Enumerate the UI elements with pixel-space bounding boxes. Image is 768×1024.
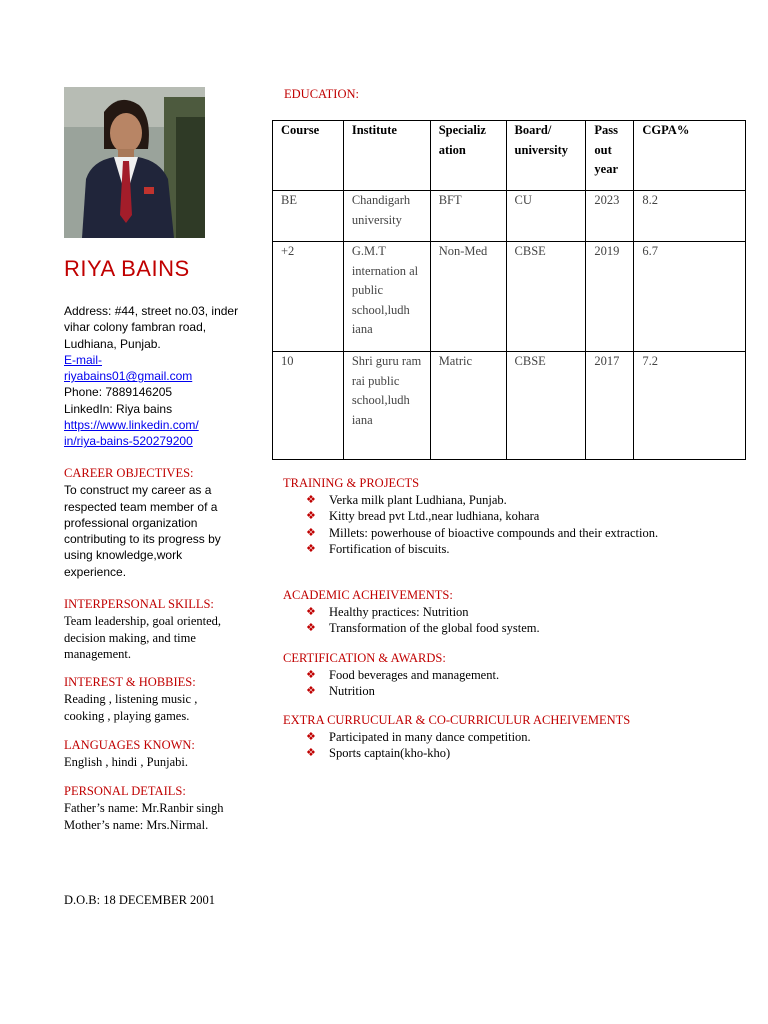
list-item: ❖ Nutrition bbox=[306, 684, 375, 699]
cell-specialization: Non-Med bbox=[430, 242, 506, 352]
education-table bbox=[272, 120, 746, 460]
diamond-bullet-icon: ❖ bbox=[306, 685, 316, 698]
career-objectives-section bbox=[64, 465, 254, 580]
diamond-bullet-icon: ❖ bbox=[306, 731, 316, 744]
cell-institute: Shri guru ram rai public school,ludh iana bbox=[343, 352, 430, 460]
header-pass-out-year: Pass out year bbox=[586, 121, 634, 191]
diamond-bullet-icon: ❖ bbox=[306, 526, 316, 539]
cell-board: CBSE bbox=[506, 352, 586, 460]
list-item: ❖ Kitty bread pvt Ltd.,near ludhiana, kohara bbox=[306, 509, 540, 524]
header-course: Course bbox=[273, 121, 344, 191]
interests-section bbox=[64, 674, 254, 724]
cell-board: CBSE bbox=[506, 242, 586, 352]
cell-year: 2023 bbox=[586, 191, 634, 242]
diamond-bullet-icon: ❖ bbox=[306, 510, 316, 523]
linkedin-link[interactable]: https://www.linkedin.com/ bbox=[64, 418, 199, 433]
cell-board: CU bbox=[506, 191, 586, 242]
list-item: ❖ Healthy practices: Nutrition bbox=[306, 605, 469, 620]
cell-specialization: Matric bbox=[430, 352, 506, 460]
list-item: ❖ Participated in many dance competition. bbox=[306, 730, 531, 745]
academic-heading: ACADEMIC ACHEIVEMENTS: bbox=[283, 588, 453, 602]
cell-cgpa: 6.7 bbox=[634, 242, 746, 352]
education-heading: EDUCATION: bbox=[284, 87, 359, 101]
list-item: ❖ Fortification of biscuits. bbox=[306, 541, 450, 556]
cell-year: 2019 bbox=[586, 242, 634, 352]
table-row bbox=[273, 352, 746, 460]
training-heading: TRAINING & PROJECTS bbox=[283, 476, 420, 490]
cell-institute: Chandigarh university bbox=[343, 191, 430, 242]
education-header-row bbox=[273, 121, 746, 191]
linkedin-link-continued[interactable]: in/riya-bains-520279200 bbox=[64, 434, 193, 449]
extra-curricular-heading: EXTRA CURRUCULAR & CO-CURRICULUR ACHEIVEMENTS bbox=[283, 713, 631, 727]
header-specialization: Specializ ation bbox=[430, 121, 506, 191]
list-item: ❖ Food beverages and management. bbox=[306, 668, 500, 683]
diamond-bullet-icon: ❖ bbox=[306, 669, 316, 682]
personal-details-heading: PERSONAL DETAILS: bbox=[64, 784, 186, 798]
linkedin-label: LinkedIn: Riya bains bbox=[64, 401, 173, 416]
cell-institute: G.M.T internation al public school,ludh iana bbox=[343, 242, 430, 352]
interests-text: Reading , listening music , cooking , playing games. bbox=[64, 692, 198, 723]
cell-cgpa: 8.2 bbox=[634, 191, 746, 242]
certification-section bbox=[283, 650, 753, 700]
candidate-name: RIYA BAINS bbox=[64, 256, 190, 281]
extra-curricular-section bbox=[283, 712, 753, 762]
training-section bbox=[283, 475, 753, 557]
cell-course: +2 bbox=[273, 242, 344, 352]
personal-details-section bbox=[64, 783, 254, 833]
contact-details bbox=[64, 303, 244, 450]
cell-specialization: BFT bbox=[430, 191, 506, 242]
languages-text: English , hindi , Punjabi. bbox=[64, 755, 188, 770]
father-name: Father’s name: Mr.Ranbir singh bbox=[64, 801, 224, 816]
list-item: ❖ Verka milk plant Ludhiana, Punjab. bbox=[306, 493, 507, 508]
interpersonal-heading: INTERPERSONAL SKILLS: bbox=[64, 597, 214, 611]
languages-heading: LANGUAGES KNOWN: bbox=[64, 738, 195, 752]
interpersonal-section bbox=[64, 596, 254, 662]
table-row bbox=[273, 191, 746, 242]
diamond-bullet-icon: ❖ bbox=[306, 494, 316, 507]
academic-section bbox=[283, 587, 753, 637]
mother-name: Mother’s name: Mrs.Nirmal. bbox=[64, 817, 209, 832]
languages-section bbox=[64, 737, 254, 771]
profile-photo bbox=[64, 87, 205, 238]
cell-course: BE bbox=[273, 191, 344, 242]
email-link[interactable]: riyabains01@gmail.com bbox=[64, 369, 193, 384]
diamond-bullet-icon: ❖ bbox=[306, 747, 316, 760]
diamond-bullet-icon: ❖ bbox=[306, 542, 316, 555]
career-objectives-heading: CAREER OBJECTIVES: bbox=[64, 466, 194, 480]
list-item: ❖ Millets: powerhouse of bioactive compounds and their extraction. bbox=[306, 525, 659, 540]
phone: Phone: 7889146205 bbox=[64, 385, 173, 400]
address: Address: #44, street no.03, inder vihar colony fambran road, Ludhiana, Punjab. bbox=[64, 304, 239, 351]
cell-course: 10 bbox=[273, 352, 344, 460]
cell-cgpa: 7.2 bbox=[634, 352, 746, 460]
email-label-link[interactable]: E-mail- bbox=[64, 352, 102, 367]
list-item: ❖ Transformation of the global food system. bbox=[306, 621, 540, 636]
certification-heading: CERTIFICATION & AWARDS: bbox=[283, 651, 446, 665]
header-cgpa: CGPA% bbox=[634, 121, 746, 191]
table-row bbox=[273, 242, 746, 352]
interests-heading: INTEREST & HOBBIES: bbox=[64, 675, 196, 689]
diamond-bullet-icon: ❖ bbox=[306, 622, 316, 635]
header-board: Board/ university bbox=[506, 121, 586, 191]
header-institute: Institute bbox=[343, 121, 430, 191]
list-item: ❖ Sports captain(kho-kho) bbox=[306, 746, 451, 761]
career-objectives-text: To construct my career as a respected team member of a professional organization contributing to its progress by using knowledge,work experience. bbox=[64, 483, 221, 579]
date-of-birth: D.O.B: 18 DECEMBER 2001 bbox=[64, 893, 216, 907]
cell-year: 2017 bbox=[586, 352, 634, 460]
interpersonal-text: Team leadership, goal oriented, decision making, and time management. bbox=[64, 614, 222, 661]
diamond-bullet-icon: ❖ bbox=[306, 606, 316, 619]
